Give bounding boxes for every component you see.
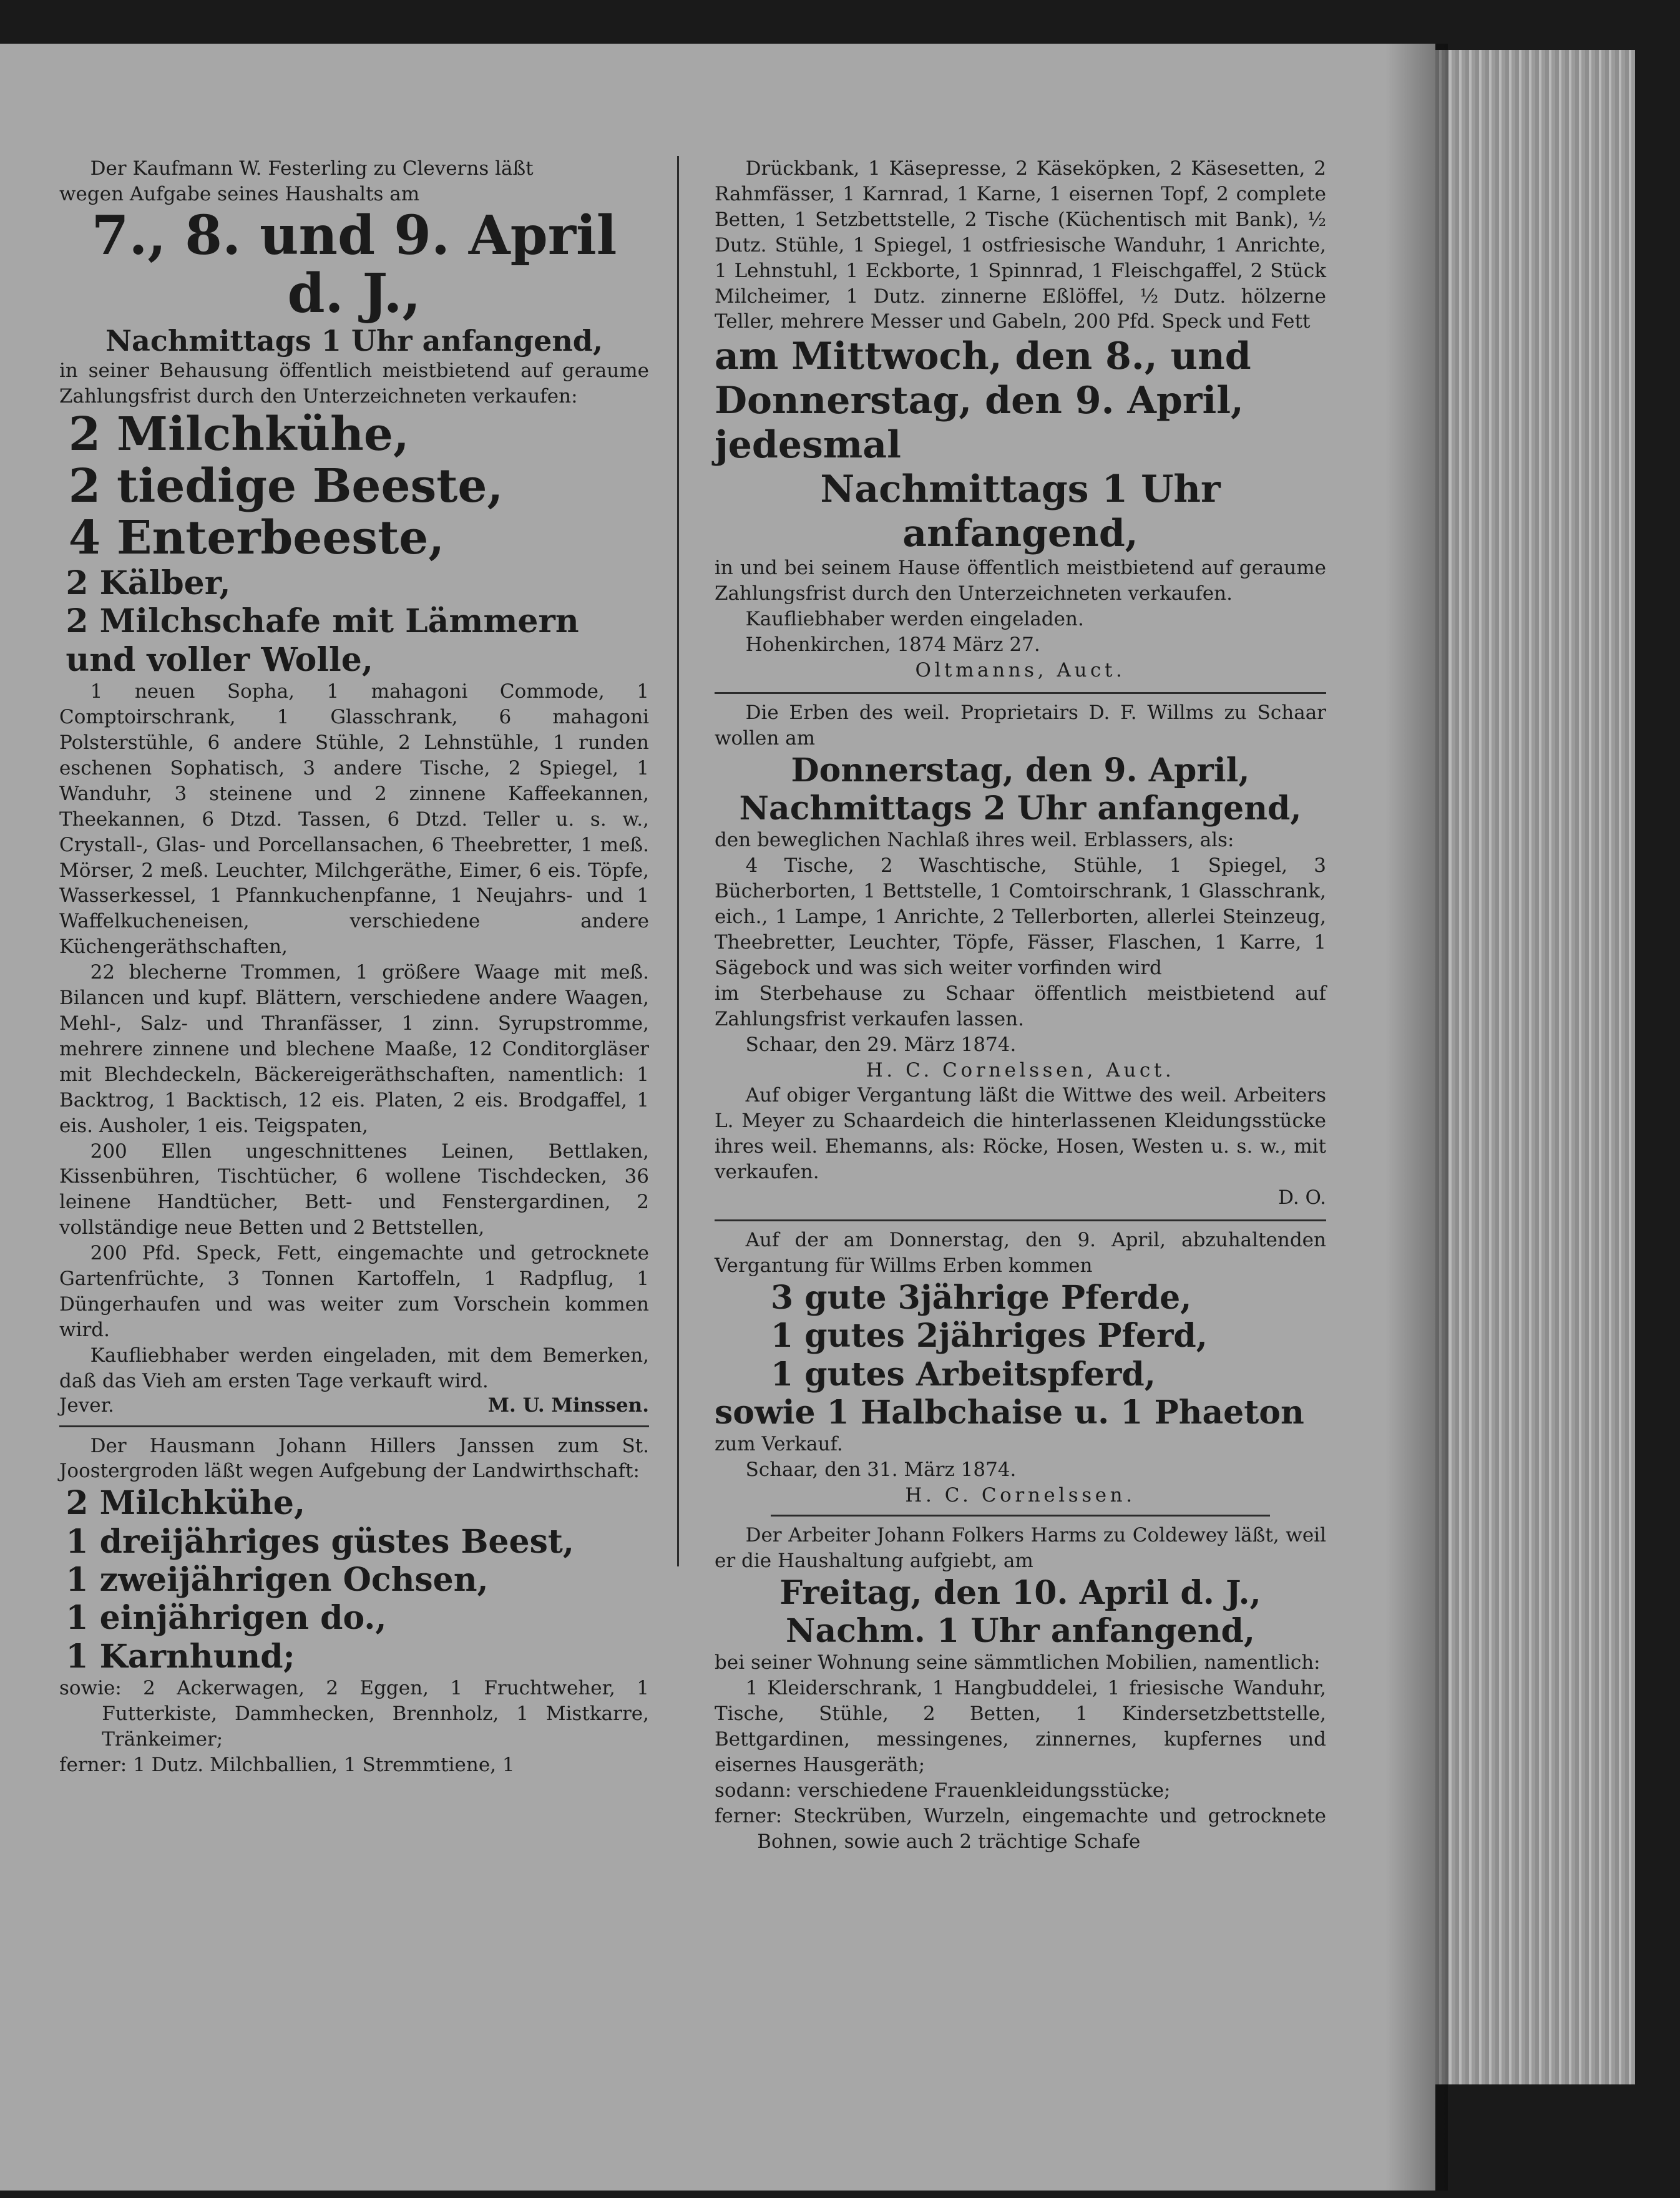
- auction-notice-harms: [715, 1523, 1326, 1855]
- notice-closing: Kaufliebhaber werden eingeladen, mit dem Bemerken, daß das Vieh am ersten Tage verkauft wird.: [59, 1344, 649, 1392]
- notice-text: bei seiner Wohnung seine sämmtlichen Mobilien, namentlich:: [715, 1651, 1321, 1674]
- notice-place: Schaar, den 29. März 1874.: [745, 1033, 1017, 1056]
- additional-items: ferner: 1 Dutz. Milchballien, 1 Stremmtiene, 1: [59, 1753, 515, 1776]
- auction-time: Nachmittags 2 Uhr anfangend,: [739, 789, 1302, 828]
- notice-text: den beweglichen Nachlaß ihres weil. Erblassers, als:: [715, 829, 1234, 852]
- additional-items: sowie: 2 Ackerwagen, 2 Eggen, 1 Fruchtweher, 1 Futterkiste, Dammhecken, Brennholz, 1 Mistkarre, Tränkeimer;: [59, 1677, 649, 1751]
- livestock-item: 1 einjährigen do.,: [66, 1599, 387, 1638]
- book-page-edges: [1435, 50, 1635, 2084]
- notice-addendum: Auf obiger Vergantung läßt die Wittwe des weil. Arbeiters L. Meyer zu Schaardeich die hinterlassenen Kleidungsstücke ihres weil. Ehemanns, als: Röcke, Hosen, Westen u. s. w., mit verkaufen.: [715, 1084, 1326, 1184]
- linen-items: 200 Ellen ungeschnittenes Leinen, Bettlaken, Kissenbühren, Tischtücher, 6 wollene Tischdecken, 36 leinene Handtücher, Bett- und Fenstergardinen, 2 vollständige neue Betten und 2 Bettstellen,: [59, 1140, 649, 1239]
- notice-footer: [59, 1394, 649, 1417]
- auction-notice-horses: [715, 1228, 1326, 1508]
- notice-intro-continued: wegen Aufgabe seines Haushalts am: [59, 182, 420, 205]
- livestock-item: 1 dreijähriges güstes Beest,: [66, 1522, 574, 1561]
- horse-item: 1 gutes Arbeitspferd,: [771, 1355, 1156, 1394]
- auction-time: Nachmittags 1 Uhr anfangend,: [105, 323, 603, 358]
- shop-items: 22 blecherne Trommen, 1 größere Waage mit meß. Bilancen und kupf. Blättern, verschiedene andere Waagen, Mehl-, Salz- und Thranfässer, 1 zinn. Syrupstromme, mehrere zinnene und blechene Maaße, 12 Conditorgläser mit Blechdeckeln, Bäckereigeräthschaften, namentlich: 1 Backtrog, 1 Backtisch, 12 eis. Platen, 2 eis. Brodgaffel, 1 eis. Ausholer, 1 eis. Teigspaten,: [59, 961, 649, 1137]
- auction-notice-janssen: [59, 1434, 649, 1778]
- notice-separator: [59, 1425, 649, 1427]
- notice-text: in und bei seinem Hause öffentlich meistbietend auf geraume Zahlungsfrist durch den Unterzeichneten verkaufen.: [715, 557, 1326, 605]
- auction-time: Nachm. 1 Uhr anfangend,: [786, 1612, 1255, 1651]
- notice-intro: Der Hausmann Johann Hillers Janssen zum St. Joostergroden läßt wegen Aufgebung der Landwirthschaft:: [59, 1434, 649, 1483]
- notice-text: in seiner Behausung öffentlich meistbietend auf geraume Zahlungsfrist durch den Unterzeichneten verkaufen:: [59, 359, 649, 408]
- food-items: 200 Pfd. Speck, Fett, eingemachte und getrocknete Gartenfrüchte, 3 Tonnen Kartoffeln, 1 Radpflug, 1 Düngerhaufen und was weiter zum Vorschein kommen wird.: [59, 1242, 649, 1341]
- notice-intro: Die Erben des weil. Proprietairs D. F. Willms zu Schaar wollen am: [715, 701, 1326, 750]
- livestock-item: 1 zweijährigen Ochsen,: [66, 1561, 489, 1600]
- horse-item: 1 gutes 2jähriges Pferd,: [771, 1317, 1208, 1355]
- item-list: Drückbank, 1 Käsepresse, 2 Käseköpken, 2 Käsesetten, 2 Rahmfässer, 1 Karnrad, 1 Karne, 1 eisernen Topf, 2 complete Betten, 1 Setzbettstelle, 2 Tische (Küchentisch mit Bank), ½ Dutz. Stühle, 1 Spiegel, 1 ostfriesische Wanduhr, 1 Anrichte, 1 Lehnstuhl, 1 Eckborte, 1 Spinnrad, 1 Fleischgaffel, 2 Stück Milcheimer, 1 Dutz. zinnerne Eßlöffel, ½ Dutz. hölzerne Teller, mehrere Messer und Gabeln, 200 Pfd. Speck und Fett: [715, 157, 1326, 333]
- notice-invite: Kaufliebhaber werden eingeladen.: [745, 608, 1084, 631]
- column-divider: [677, 156, 679, 1566]
- left-column: [59, 156, 649, 1778]
- notice-sale: zum Verkauf.: [715, 1433, 843, 1456]
- notice-place: Hohenkirchen, 1874 März 27.: [745, 633, 1040, 657]
- notice-text: im Sterbehause zu Schaar öffentlich meistbietend auf Zahlungsfrist verkaufen lassen.: [715, 982, 1326, 1030]
- auction-date: Donnerstag, den 9. April,: [791, 751, 1250, 789]
- auction-time: Nachmittags 1 Uhr anfangend,: [820, 467, 1221, 555]
- item-list: 1 Kleiderschrank, 1 Hangbuddelei, 1 friesische Wanduhr, Tische, Stühle, 2 Betten, 1 Kindersetzbettstelle, Bettgardinen, messingenes, zinnernes, kupfernes und eisernes Hausgeräth;: [715, 1677, 1326, 1777]
- livestock-item: 2 tiedige Beeste,: [68, 459, 504, 514]
- livestock-item: 2 Milchschafe mit Lämmern und voller Wolle,: [66, 602, 579, 679]
- livestock-item: 2 Kälber,: [66, 564, 231, 603]
- additional-items: sodann: verschiedene Frauenkleidungsstücke;: [715, 1779, 1171, 1802]
- notice-signature: Oltmanns, Auct.: [915, 658, 1126, 681]
- notice-separator: [715, 1219, 1326, 1221]
- livestock-item: 2 Milchkühe,: [68, 408, 409, 462]
- auction-notice-willms: [715, 700, 1326, 1211]
- livestock-item: 2 Milchkühe,: [66, 1484, 306, 1523]
- auction-dates: 7., 8. und 9. April d. J.,: [91, 203, 617, 325]
- notice-signature: H. C. Cornelssen, Auct.: [866, 1058, 1175, 1082]
- notice-place: Jever.: [59, 1394, 114, 1417]
- notice-intro: Auf der am Donnerstag, den 9. April, abzuhaltenden Vergantung für Willms Erben kommen: [715, 1228, 1326, 1277]
- notice-intro: Der Kaufmann W. Festerling zu Cleverns läßt: [90, 157, 534, 180]
- auction-notice-festerling: [59, 156, 649, 1417]
- horse-item: 3 gute 3jährige Pferde,: [771, 1278, 1192, 1317]
- notice-separator: [715, 692, 1326, 694]
- livestock-item: 1 Karnhund;: [66, 1637, 295, 1676]
- right-column: [715, 156, 1326, 1855]
- livestock-item: 4 Enterbeeste,: [68, 511, 445, 565]
- auction-date: Freitag, den 10. April d. J.,: [779, 1573, 1261, 1612]
- auction-notice-continuation: [715, 156, 1326, 683]
- auction-dates: am Mittwoch, den 8., und Donnerstag, den 9. April, jedesmal: [715, 335, 1251, 467]
- additional-items: ferner: Steckrüben, Wurzeln, eingemachte und getrocknete Bohnen, sowie auch 2 trächtige Schafe: [715, 1804, 1326, 1853]
- notice-signature: M. U. Minssen.: [487, 1394, 649, 1417]
- carriage-item: sowie 1 Halbchaise u. 1 Phaeton: [715, 1393, 1304, 1432]
- item-list: 4 Tische, 2 Waschtische, Stühle, 1 Spiegel, 3 Bücherborten, 1 Bettstelle, 1 Comtoirschrank, 1 Glasschrank, eich., 1 Lampe, 1 Anrichte, 2 Tellerborten, allerlei Steinzeug, Theebretter, Leuchter, Töpfe, Fässer, Flaschen, 1 Karre, 1 Sägebock und was sich weiter vorfinden wird: [715, 854, 1326, 979]
- notice-intro: Der Arbeiter Johann Folkers Harms zu Coldewey läßt, weil er die Haushaltung aufgiebt, am: [715, 1523, 1326, 1572]
- addendum-signature: D. O.: [1278, 1186, 1326, 1209]
- household-items: 1 neuen Sopha, 1 mahagoni Commode, 1 Comptoirschrank, 1 Glasschrank, 6 mahagoni Polsterstühle, 6 andere Stühle, 2 Lehnstühle, 1 runden eschenen Sophatisch, 3 andere Tische, 2 Spiegel, 1 Wanduhr, 3 steinene und 2 zinnene Kaffeekannen, Theekannen, 6 Dtzd. Tassen, 6 Dtzd. Teller u. s. w., Crystall-, Glas- und Porcellansachen, 6 Theebretter, 1 meß. Mörser, 2 meß. Leuchter, Milchgeräthe, Eimer, 6 eis. Töpfe, Wasserkessel, 1 Pfannkuchenpfanne, 1 Neujahrs- und 1 Waffelkucheneisen, verschiedene andere Küchengeräthschaften,: [59, 680, 649, 959]
- page-shadow: [1385, 44, 1448, 2191]
- notice-separator: [771, 1515, 1270, 1517]
- notice-signature: H. C. Cornelssen.: [905, 1484, 1136, 1507]
- notice-place: Schaar, den 31. März 1874.: [745, 1458, 1017, 1482]
